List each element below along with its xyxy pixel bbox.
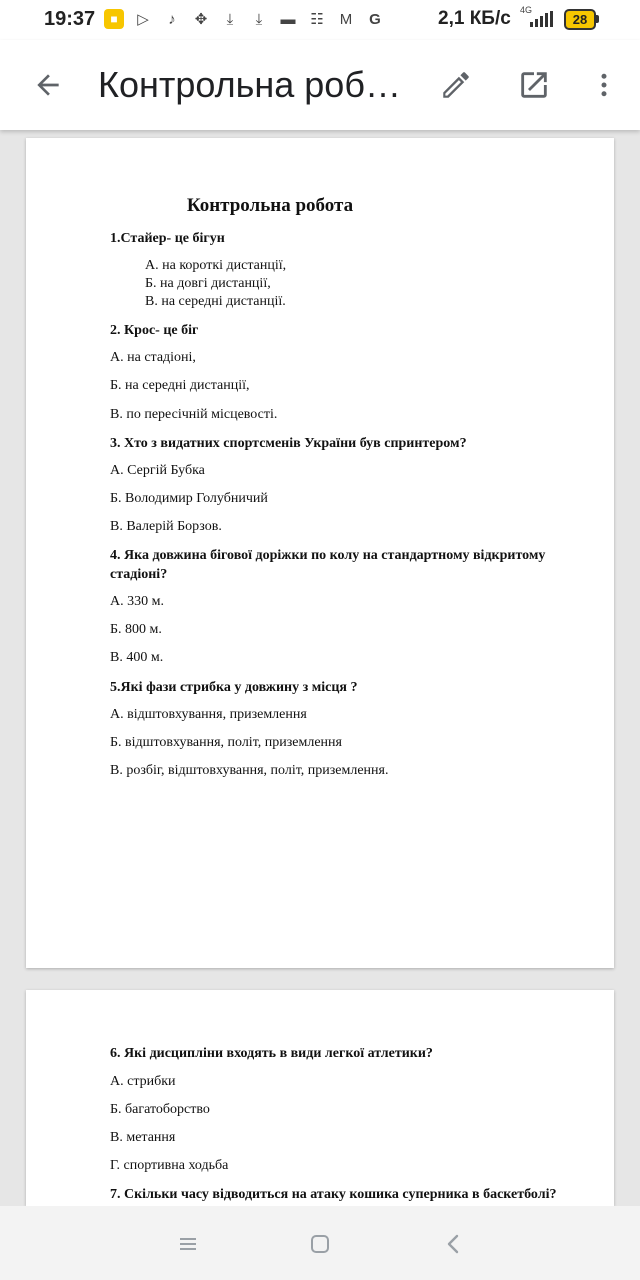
battery-level: 28	[572, 12, 588, 27]
status-bar	[0, 0, 640, 40]
answer-2a: А. на стадіоні,	[110, 350, 196, 365]
question-6: 6. Які дисципліни входять в види легкої атлетики?	[110, 1046, 433, 1061]
question-1: 1.Стайер- це бігун	[110, 231, 225, 246]
answer-6d: Г. спортивна ходьба	[110, 1158, 229, 1173]
edit-button[interactable]	[434, 63, 478, 107]
question-4-line-2: стадіоні?	[110, 567, 168, 582]
home-icon	[308, 1232, 332, 1256]
download-icon: ⤓	[255, 10, 263, 28]
signal-icon	[530, 11, 553, 27]
app-bar	[0, 40, 640, 130]
more-vert-icon	[589, 70, 619, 100]
laptop-icon: ▬	[280, 10, 296, 28]
answer-6a: А. стрибки	[110, 1074, 176, 1089]
answer-3a: А. Сергій Бубка	[110, 463, 205, 478]
nav-back-button[interactable]	[434, 1224, 474, 1264]
question-5: 5.Які фази стрибка у довжину з місця ?	[110, 680, 358, 695]
network-type: 4G	[520, 5, 533, 15]
play-icon: ▷	[137, 11, 149, 28]
move-icon: ✥	[194, 11, 208, 28]
question-3: 3. Хто з видатних спортсменів України був спринтером?	[110, 436, 467, 451]
document-title: Контрольна роб…	[98, 64, 401, 105]
recents-button[interactable]	[168, 1224, 208, 1264]
back-button[interactable]	[26, 63, 70, 107]
answer-1a: А. на короткі дистанції,	[145, 258, 287, 273]
answer-5b: Б. відштовхування, політ, приземлення	[110, 735, 342, 750]
answer-3b: Б. Володимир Голубничий	[110, 491, 268, 506]
document-page-1	[26, 138, 614, 968]
document-heading: Контрольна робота	[186, 195, 354, 216]
status-time: 19:37	[44, 8, 96, 30]
google-icon: G	[369, 10, 381, 28]
network-speed: 2,1 КБ/с	[438, 8, 511, 29]
battery-tip	[596, 15, 599, 23]
answer-1c: В. на середні дистанції.	[145, 294, 286, 309]
notification-icon: ■	[104, 9, 124, 29]
home-button[interactable]	[300, 1224, 340, 1264]
answer-6b: Б. багатоборство	[110, 1102, 210, 1117]
question-7: 7. Скільки часу відводиться на атаку кошика суперника в баскетболі?	[110, 1187, 557, 1202]
open-in-new-icon	[517, 68, 551, 102]
download-icon: ⤓	[226, 10, 234, 28]
edit-icon	[439, 68, 473, 102]
battery-icon	[564, 9, 596, 30]
group-icon: ☷	[310, 11, 324, 28]
answer-6c: В. метання	[110, 1130, 176, 1145]
document-page-2	[26, 990, 614, 1206]
back-arrow-icon	[32, 69, 64, 101]
answer-1b: Б. на довгі дистанції,	[145, 276, 271, 291]
status-notification-icons	[104, 9, 385, 29]
question-4-line-1: 4. Яка довжина бігової доріжки по колу на стандартному відкритому	[110, 548, 546, 563]
tiktok-icon: ♪	[168, 10, 176, 28]
more-options-button[interactable]	[582, 63, 626, 107]
back-icon	[442, 1232, 466, 1256]
answer-2c: В. по пересічній місцевості.	[110, 407, 278, 422]
answer-4c: В. 400 м.	[110, 650, 164, 665]
answer-5c: В. розбіг, відштовхування, політ, приземлення.	[110, 763, 389, 778]
system-nav-bar	[0, 1206, 640, 1280]
gmail-icon: M	[339, 10, 353, 28]
open-in-new-button[interactable]	[512, 63, 556, 107]
answer-3c: В. Валерій Борзов.	[110, 519, 222, 534]
answer-2b: Б. на середні дистанції,	[110, 378, 250, 393]
recents-icon	[176, 1232, 200, 1256]
answer-4a: А. 330 м.	[110, 594, 164, 609]
answer-5a: А. відштовхування, приземлення	[110, 707, 307, 722]
answer-4b: Б. 800 м.	[110, 622, 162, 637]
question-2: 2. Крос- це біг	[110, 323, 199, 338]
